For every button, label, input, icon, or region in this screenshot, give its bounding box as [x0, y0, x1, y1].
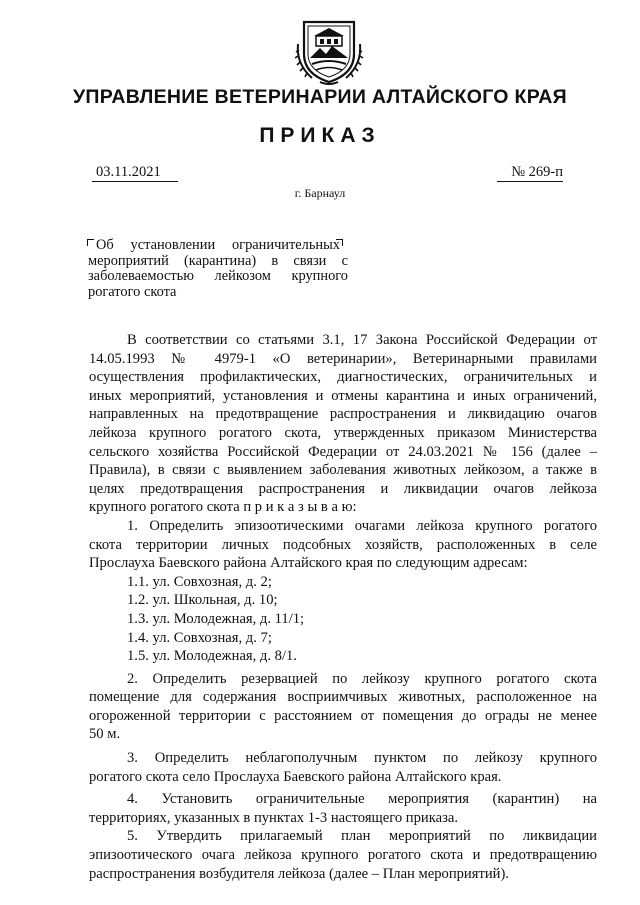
- subject-line: мероприятий (карантина) в связи с: [88, 252, 348, 269]
- document-number: № 269-п: [497, 163, 563, 182]
- document-subject: [88, 238, 348, 300]
- subject-line: Об установлении ограничительных: [96, 237, 340, 253]
- item-1: [89, 517, 597, 573]
- text-line: 3. Определить неблагополучным пунктом по лейкозу крупного: [127, 750, 597, 767]
- text-line: В соответствии со статьями 3.1, 17 Закона Российской Федерации от: [127, 332, 597, 348]
- text-line: крупного рогатого скота п р и к а з ы в а ю:: [89, 499, 357, 516]
- document-city: г. Барнаул: [294, 186, 346, 200]
- address-item: 1.5. ул. Молодежная, д. 8/1.: [127, 648, 297, 665]
- address-item: 1.1. ул. Совхозная, д. 2;: [127, 573, 272, 590]
- text-line: Прослауха Баевского района Алтайского края по следующим адресам:: [89, 555, 528, 572]
- text-line: лейкоза крупного рогатого скота, утвержденных приказом Министерства: [89, 424, 597, 441]
- text-line: осуществления профилактических, диагностических, ограничительных и: [89, 369, 597, 386]
- text-line: рогатого скота село Прослауха Баевского района Алтайского края.: [89, 768, 502, 785]
- text-line: целях предотвращения распространения и ликвидации очагов лейкоза: [89, 480, 597, 497]
- document-body: [89, 331, 597, 883]
- subject-line: рогатого скота: [88, 283, 177, 300]
- text-line: сельского хозяйства Российской Федерации от 24.03.2021 № 156 (далее –: [89, 443, 597, 460]
- text-line: скота территории личных подсобных хозяйств, расположенных в селе: [89, 536, 597, 553]
- address-list: [89, 573, 597, 666]
- text-line: распространения возбудителя лейкоза (далее – План мероприятий).: [89, 865, 509, 882]
- text-line: территориях, указанных в пунктах 1-3 настоящего приказа.: [89, 809, 458, 826]
- text-line: Правила), в связи с выявлением заболевания животных лейкозом, а также в: [89, 462, 597, 479]
- text-line: 1. Определить эпизоотическими очагами лейкоза крупного рогатого: [127, 517, 597, 534]
- text-line: направленных на предотвращение распространения и ликвидацию очагов: [89, 406, 597, 423]
- text-line: 14.05.1993 № 4979-1 «О ветеринарии», Ветеринарными правилами: [89, 350, 597, 367]
- address-item: 1.4. ул. Совхозная, д. 7;: [127, 629, 272, 646]
- item-4: [89, 790, 597, 827]
- text-line: огороженной территории с расстоянием от помещения до ограды не менее: [89, 707, 597, 724]
- item-3: [89, 749, 597, 786]
- item-2: [89, 670, 597, 744]
- item-5: [89, 827, 597, 883]
- text-line: помещение для содержания восприимчивых животных, расположенное на: [89, 689, 597, 706]
- text-line: 50 м.: [89, 726, 121, 743]
- text-line: эпизоотического очага лейкоза крупного рогатого скота и предотвращению: [89, 847, 597, 864]
- text-line: иных мероприятий, установления и отмены карантина и иных ограничений,: [89, 387, 597, 404]
- preamble: [89, 331, 597, 517]
- text-line: 5. Утвердить прилагаемый план мероприятий по ликвидации: [127, 828, 597, 845]
- address-item: 1.3. ул. Молодежная, д. 11/1;: [127, 610, 305, 627]
- document-date: 03.11.2021: [92, 163, 178, 182]
- address-item: 1.2. ул. Школьная, д. 10;: [127, 592, 278, 609]
- text-line: 4. Установить ограничительные мероприятия (карантин) на: [127, 791, 597, 808]
- organization-name: УПРАВЛЕНИЕ ВЕТЕРИНАРИИ АЛТАЙСКОГО КРАЯ: [73, 86, 567, 108]
- document-type: ПРИКАЗ: [259, 124, 381, 147]
- coat-of-arms-emblem: [294, 14, 364, 86]
- text-line: 2. Определить резервацией по лейкозу крупного рогатого скота: [127, 670, 597, 687]
- subject-line: заболеваемостью лейкозом крупного: [88, 268, 348, 284]
